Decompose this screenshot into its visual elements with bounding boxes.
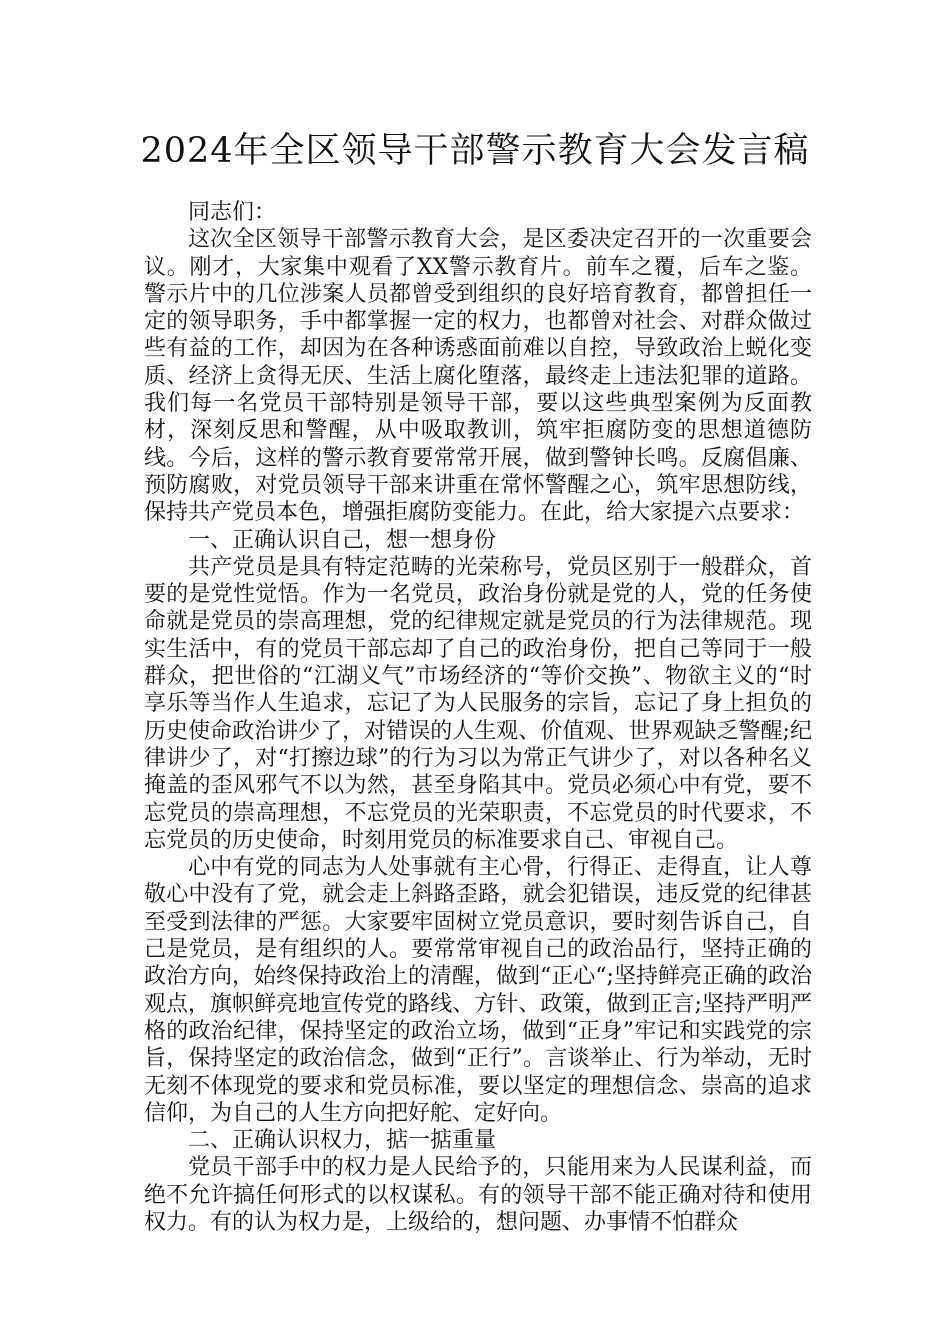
paragraph-identity: 共产党员是具有特定范畴的光荣称号，党员区别于一般群众，首要的是党性觉悟。作为一名党员，政治身份就是党的人，党的任务使命就是党员的崇高理想，党的纪律规定就是党员的行为法律规范。现实生活中，有的党员干部忘却了自己的政治身份，把自己等同于一般群众，把世俗的“江湖义气”市场经济的“等价交换”、物欲主义的“时享乐等当作人生追求，忘记了为人民服务的宗旨，忘记了身上担负的历史使命政治讲少了，对错误的人生观、价值观、世界观缺乏警醒;纪律讲少了，对“打擦边球”的行为习以为常正气讲少了，对以各种名义掩盖的歪风邪气不以为然，甚至身陷其中。党员必须心中有党，要不忘党员的崇高理想，不忘党员的光荣职责，不忘党员的时代要求，不忘党员的历史使命，时刻用党员的标准要求自己、审视自己。 bbox=[144, 554, 812, 853]
section-heading-2: 二、正确认识权力，掂一掂重量 bbox=[188, 1128, 497, 1154]
paragraph-power: 党员干部手中的权力是人民给予的，只能用来为人民谋利益，而绝不允许搞任何形式的以权谋私。有的领导干部不能正确对待和使用权力。有的认为权力是，上级给的，想问题、办事情不怕群众 bbox=[144, 1155, 812, 1235]
document-title: 2024年全区领导干部警示教育大会发言稿 bbox=[140, 131, 810, 171]
document-body bbox=[144, 199, 812, 1236]
paragraph-intro: 这次全区领导干部警示教育大会，是区委决定召开的一次重要会议。刚才，大家集中观看了XX警示教育片。前车之覆，后车之鉴。警示片中的几位涉案人员都曾受到组织的良好培育教育，都曾担任一定的领导职务，手中都掌握一定的权力，也都曾对社会、对群众做过些有益的工作，却因为在各种诱惑面前难以自控，导致政治上蜕化变质、经济上贪得无厌、生活上腐化堕落，最终走上违法犯罪的道路。我们每一名党员干部特别是领导干部，要以这些典型案例为反面教材，深刻反思和警醒，从中吸取教训，筑牢拒腐防变的思想道德防线。今后，这样的警示教育要常常开展，做到警钟长鸣。反腐倡廉、预防腐败，对党员领导干部来讲重在常怀警醒之心，筑牢思想防线，保持共产党员本色，增强拒腐防变能力。在此，给大家提六点要求： bbox=[144, 227, 812, 526]
paragraph-party-heart: 心中有党的同志为人处事就有主心骨，行得正、走得直，让人尊敬心中没有了党，就会走上斜路歪路，就会犯错误，违反党的纪律甚至受到法律的严惩。大家要牢固树立党员意识，要时刻告诉自己，自己是党员，是有组织的人。要常常审视自己的政治品行，坚持正确的政治方向，始终保持政治上的清醒，做到“正心“;坚持鲜亮正确的政治观点，旗帜鲜亮地宣传党的路线、方针、政策，做到正言;坚持严明严格的政治纪律，保持坚定的政治立场，做到“正身”牢记和实践党的宗旨，保持坚定的政治信念，做到“正行”。言谈举止、行为举动，无时无刻不体现党的要求和党员标准，要以坚定的理想信念、崇高的追求信仰，为自己的人生方向把好舵、定好向。 bbox=[144, 855, 812, 1126]
salutation: 同志们： bbox=[188, 200, 277, 225]
section-heading-1: 一、正确认识自己，想一想身份 bbox=[188, 527, 497, 553]
